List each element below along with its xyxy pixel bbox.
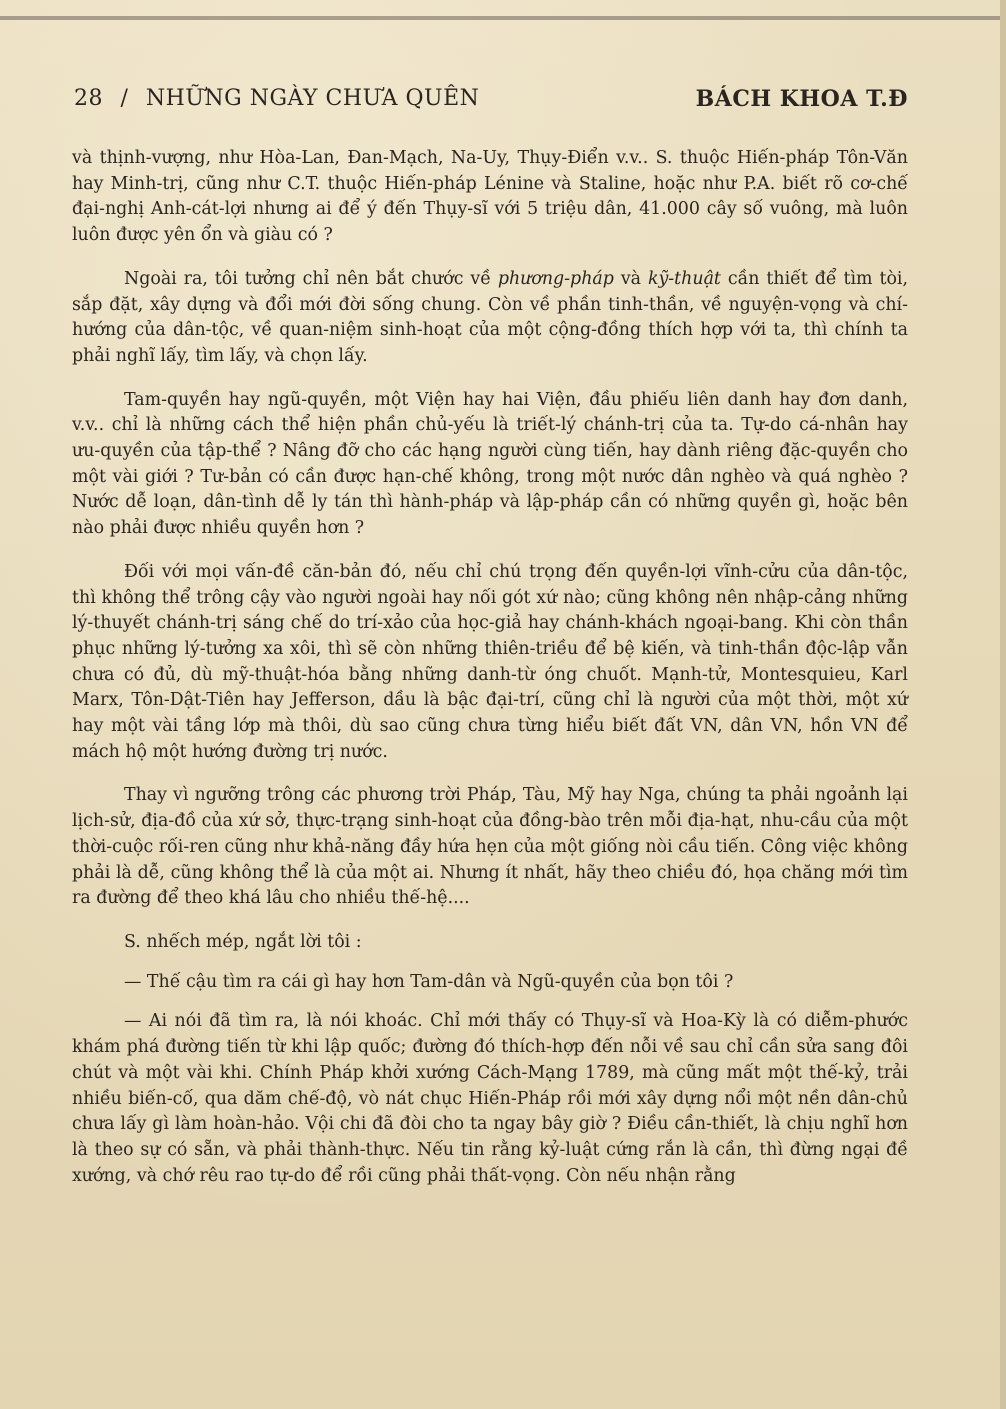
right-page-edge <box>1000 0 1006 1409</box>
emphasis-technique: kỹ-thuật <box>647 268 721 289</box>
paragraph-2 <box>72 267 908 370</box>
paragraph-2-rest: cần thiết để tìm tòi, sắp đặt, xây dựng và đổi mới đời sống chung. Còn về phần tinh-thần, về nguyện-vọng và chí-hướng của dân-tộc, về quan-niệm sinh-hoạt của một cộng-đồng thích hợp với ta, thì chính ta phải nghĩ lấy, tìm lấy, và chọn lấy. <box>72 268 909 366</box>
header-separator: / <box>120 86 129 111</box>
emphasis-method: phương-pháp <box>497 268 614 289</box>
paragraph-3: Tam-quyền hay ngũ-quyền, một Viện hay hai Viện, đầu phiếu liên danh hay đơn danh, v.v.. chỉ là những cách thể hiện phần chủ-yếu là triết-lý chánh-trị của ta. Tự-do cá-nhân hay ưu-quyền của tập-thể ? Nâng đỡ cho các hạng người cùng tiến, hay dành riêng đặc-quyền cho một vài giới ? Tư-bản có cần được hạn-chế không, trong một nước dân nghèo và quá nghèo ? Nước dễ loạn, dân-tình dễ ly tán thì hành-pháp và lập-pháp cần có những quyền gì, hoặc bên nào phải được nhiều quyền hơn ? <box>72 389 908 539</box>
header-left <box>74 86 479 111</box>
paragraph-6: S. nhếch mép, ngắt lời tôi : <box>124 931 362 952</box>
paragraph-4: Đối với mọi vấn-đề căn-bản đó, nếu chỉ chú trọng đến quyền-lợi vĩnh-cửu của dân-tộc, thì không thể trông cậy vào người ngoài hay nối gót xứ nào; cũng không nên nhập-cảng những lý-thuyết chánh-trị sáng chế do trí-xảo của học-giả hay chánh-khách ngoại-bang. Khi còn thần phục những lý-tưởng xa xôi, thì sẽ còn những thiên-triều để bệ kiến, và tinh-thần độc-lập vẫn chưa có đủ, dù mỹ-thuật-hóa bằng những danh-từ óng chuốt. Mạnh-tử, Montesquieu, Karl Marx, Tôn-Dật-Tiên hay Jefferson, dầu là bậc đại-trí, cũng chỉ là người của một thời, một xứ hay một vài tầng lớp mà thôi, dù sao cũng chưa từng hiểu biết đất VN, dân VN, hồn VN để mách hộ một hướng đường trị nước. <box>72 561 908 762</box>
section-title: NHỮNG NGÀY CHƯA QUÊN <box>145 86 480 111</box>
dialogue-line-2: — Ai nói đã tìm ra, là nói khoác. Chỉ mới thấy có Thụy-sĩ và Hoa-Kỳ là có diễm-phước khám phá đường tiến từ khi lập quốc; đường đó thích-hợp đến nỗi về sau chỉ cần sửa sang đôi chút và một vài khi. Chính Pháp khởi xướng Cách-Mạng 1789, mà cũng mất một thế-kỷ, trải nhiều biến-cố, qua dăm chế-độ, vò nát chục Hiến-Pháp rồi mới xây dựng nổi một nền dân-chủ chưa lấy gì làm hoàn-hảo. Vội chi đã đòi cho ta ngay bây giờ ? Điều cần-thiết, là chịu nghĩ hơn là theo sự có sẵn, và phải thành-thực. Nếu tin rằng kỷ-luật cứng rắn là cần, thì đừng ngại đề xướng, và chớ rêu rao tự-do để rồi cũng phải thất-vọng. Còn nếu nhận rằng <box>72 1011 908 1186</box>
publication-name: BÁCH KHOA T.Đ <box>695 86 908 112</box>
body-text <box>72 146 908 1207</box>
paragraph-1: và thịnh-vượng, như Hòa-Lan, Đan-Mạch, Na-Uy, Thụy-Điển v.v.. S. thuộc Hiến-pháp Tôn-Văn hay Minh-trị, cũng như C.T. thuộc Hiến-pháp Lénine và Staline, hoặc như P.A. biết rõ cơ-chế đại-nghị Anh-cát-lợi nhưng ai để ý đến Thụy-sĩ với 5 triệu dân, 41.000 cây số vuông, mà luôn luôn được yên ổn và giàu có ? <box>72 148 908 246</box>
paragraph-2-start: Ngoài ra, tôi tưởng chỉ nên bắt chước về <box>124 268 498 289</box>
top-edge-line <box>0 16 1006 20</box>
paragraph-2-conj: và <box>613 268 648 289</box>
paragraph-5: Thay vì ngưỡng trông các phương trời Pháp, Tàu, Mỹ hay Nga, chúng ta phải ngoảnh lại lịch-sử, địa-đồ của xứ sở, thực-trạng sinh-hoạt của đồng-bào trên mỗi địa-hạt, nhu-cầu của một thời-cuộc rối-ren cũng như khả-năng đầy hứa hẹn của một giống nòi cầu tiến. Công việc không phải là dễ, cũng không thể là của một ai. Nhưng ít nhất, hãy theo chiều đó, họa chăng mới tìm ra đường để theo khá lâu cho nhiều thế-hệ.... <box>72 785 908 909</box>
dialogue-line-1: — Thế cậu tìm ra cái gì hay hơn Tam-dân và Ngũ-quyền của bọn tôi ? <box>124 971 734 992</box>
running-header <box>74 86 908 116</box>
page-number: 28 <box>74 86 103 111</box>
